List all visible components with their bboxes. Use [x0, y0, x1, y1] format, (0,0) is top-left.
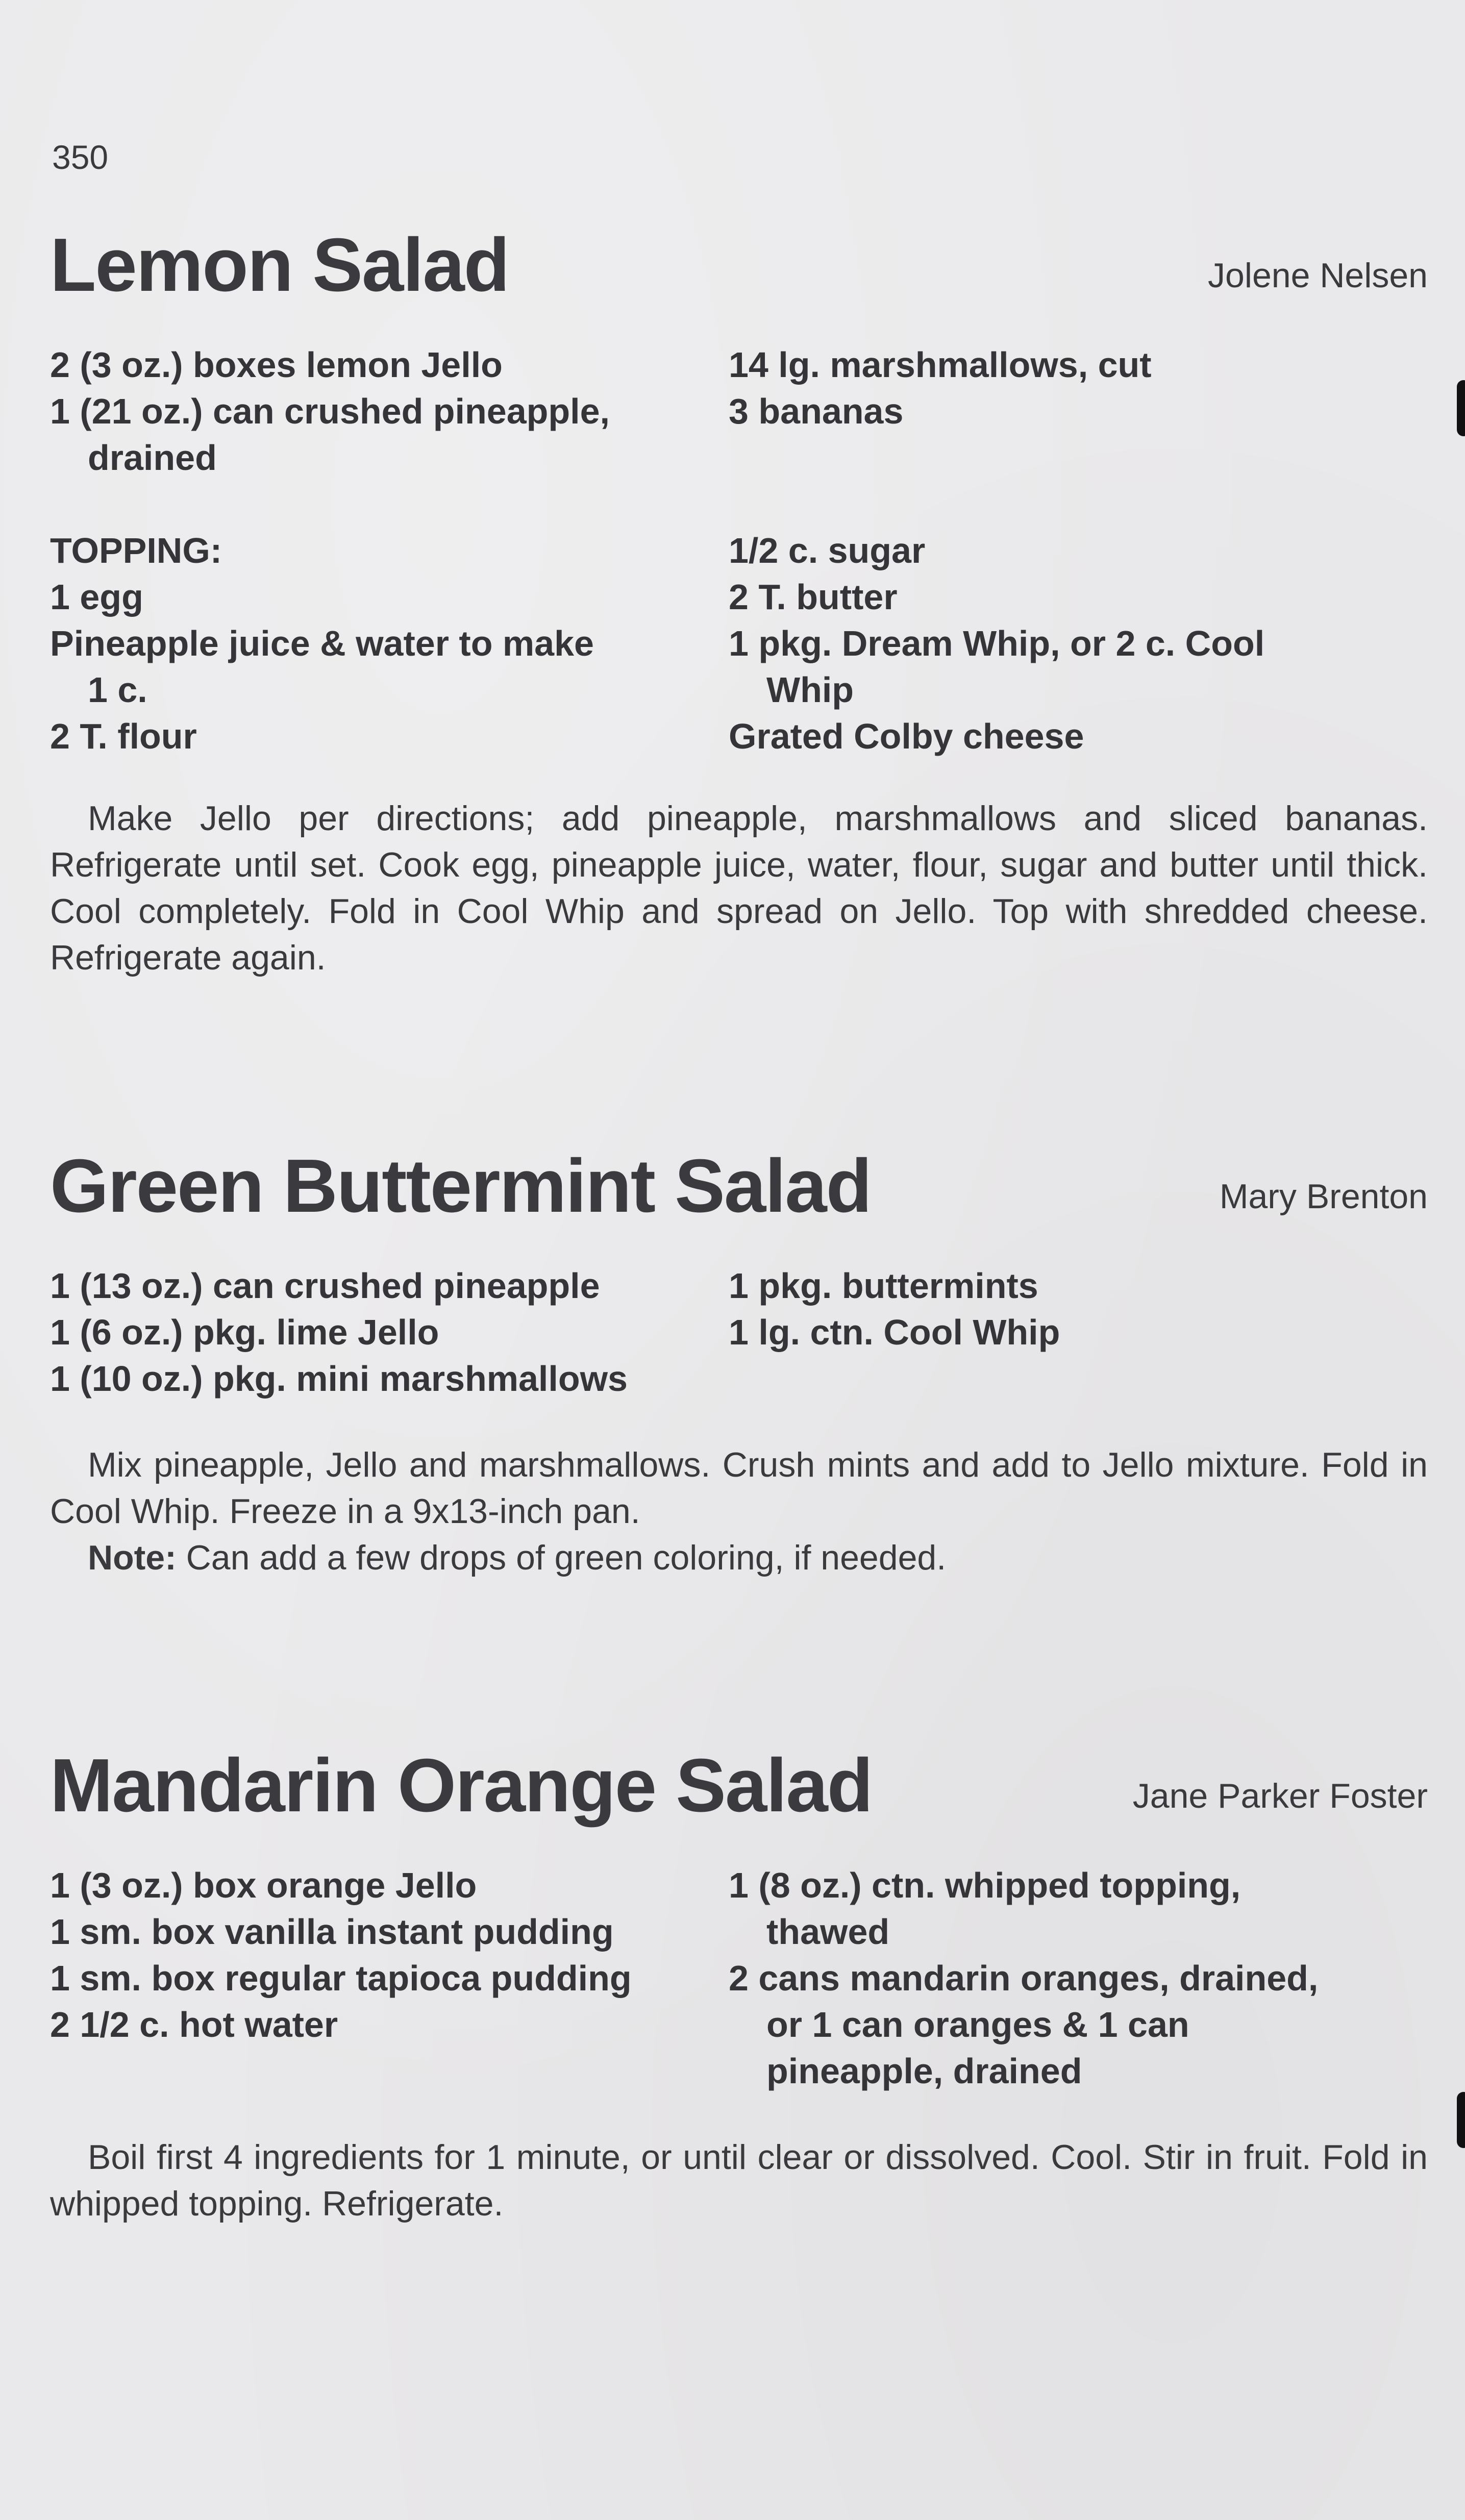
- recipe-green-buttermint-salad: [50, 1140, 1428, 1581]
- recipe-directions: [50, 1442, 1428, 1581]
- page-number: 350: [52, 138, 109, 176]
- ingredient-line: 1 pkg. Dream Whip, or 2 c. Cool: [729, 623, 1265, 663]
- recipe-header: [50, 219, 1428, 321]
- note-text: Can add a few drops of green coloring, if needed.: [186, 1538, 947, 1577]
- ingredient-line: 2 (3 oz.) boxes lemon Jello: [50, 345, 503, 385]
- ingredient-line: Whip: [766, 670, 854, 710]
- binding-hole-mark: [1457, 380, 1465, 436]
- recipe-mandarin-orange-salad: [50, 1740, 1428, 2227]
- ingredients-right-column: [729, 342, 1423, 760]
- ingredient-line: 2 1/2 c. hot water: [50, 2005, 338, 2044]
- ingredient-line: Pineapple juice & water to make: [50, 623, 594, 663]
- spacer: [50, 481, 729, 528]
- ingredient-line: 1 (10 oz.) pkg. mini marshmallows: [50, 1359, 628, 1399]
- ingredient-line: 1 lg. ctn. Cool Whip: [729, 1312, 1060, 1352]
- ingredients: [50, 1263, 1428, 1402]
- recipe-author: Mary Brenton: [1219, 1177, 1428, 1216]
- recipe-title: Lemon Salad: [50, 223, 509, 307]
- ingredient-line: Grated Colby cheese: [729, 716, 1084, 756]
- recipe-header: [50, 1140, 1428, 1242]
- topping-heading: TOPPING:: [50, 531, 222, 570]
- ingredient-line: 1 sm. box vanilla instant pudding: [50, 1912, 614, 1952]
- note-label: Note:: [88, 1538, 177, 1577]
- ingredient-line: pineapple, drained: [766, 2051, 1082, 2091]
- ingredients-left-column: [50, 1263, 729, 1402]
- directions-text: Mix pineapple, Jello and marshmallows. Crush mints and add to Jello mixture. Fold in Cool Whip. Freeze in a 9x13-inch pan.: [50, 1445, 1428, 1531]
- ingredient-line: 14 lg. marshmallows, cut: [729, 345, 1152, 385]
- recipe-author: Jane Parker Foster: [1132, 1777, 1428, 1815]
- recipe-title: Green Buttermint Salad: [50, 1144, 872, 1228]
- recipe-note: [50, 1535, 1428, 1581]
- ingredient-line: 2 cans mandarin oranges, drained,: [729, 1958, 1319, 1998]
- ingredients: [50, 342, 1428, 760]
- directions-text: Make Jello per directions; add pineapple, marshmallows and sliced bananas. Refrigerate until set. Cook egg, pineapple juice, water, flour, sugar and butter until thick. Cool completely. Fold in Cool Whip and spread on Jello. Top with shredded cheese. Refrigerate again.: [50, 799, 1428, 977]
- ingredient-line: 1 (13 oz.) can crushed pineapple: [50, 1266, 600, 1306]
- ingredient-line: 1 c.: [88, 670, 147, 710]
- ingredient-line: 2 T. flour: [50, 716, 197, 756]
- recipe-directions: [50, 2134, 1428, 2227]
- ingredient-line: 1 (21 oz.) can crushed pineapple,: [50, 391, 610, 431]
- ingredients-right-column: [729, 1862, 1423, 2094]
- ingredient-line: drained: [88, 438, 217, 478]
- spacer: [729, 435, 1423, 481]
- ingredient-line: 1 (6 oz.) pkg. lime Jello: [50, 1312, 439, 1352]
- directions-text: Boil first 4 ingredients for 1 minute, or until clear or dissolved. Cool. Stir in fruit. Fold in whipped topping. Refrigerate.: [50, 2138, 1428, 2223]
- binding-hole-mark: [1457, 2092, 1465, 2148]
- ingredient-line: 1 sm. box regular tapioca pudding: [50, 1958, 632, 1998]
- ingredients: [50, 1862, 1428, 2094]
- recipe-title: Mandarin Orange Salad: [50, 1743, 873, 1828]
- recipe-author: Jolene Nelsen: [1208, 256, 1428, 295]
- recipe-header: [50, 1740, 1428, 1842]
- ingredients-left-column: [50, 1862, 729, 2094]
- ingredient-line: thawed: [766, 1912, 890, 1952]
- ingredient-line: 2 T. butter: [729, 577, 898, 617]
- spacer: [729, 481, 1423, 528]
- ingredient-line: 1 egg: [50, 577, 143, 617]
- ingredient-line: 1 pkg. buttermints: [729, 1266, 1038, 1306]
- ingredients-right-column: [729, 1263, 1423, 1402]
- ingredient-line: or 1 can oranges & 1 can: [766, 2005, 1189, 2044]
- recipe-directions: [50, 795, 1428, 981]
- ingredients-left-column: [50, 342, 729, 760]
- ingredient-line: 1/2 c. sugar: [729, 531, 926, 570]
- ingredient-line: 1 (3 oz.) box orange Jello: [50, 1865, 477, 1905]
- ingredient-line: 3 bananas: [729, 391, 904, 431]
- recipe-lemon-salad: [50, 219, 1428, 981]
- ingredient-line: 1 (8 oz.) ctn. whipped topping,: [729, 1865, 1241, 1905]
